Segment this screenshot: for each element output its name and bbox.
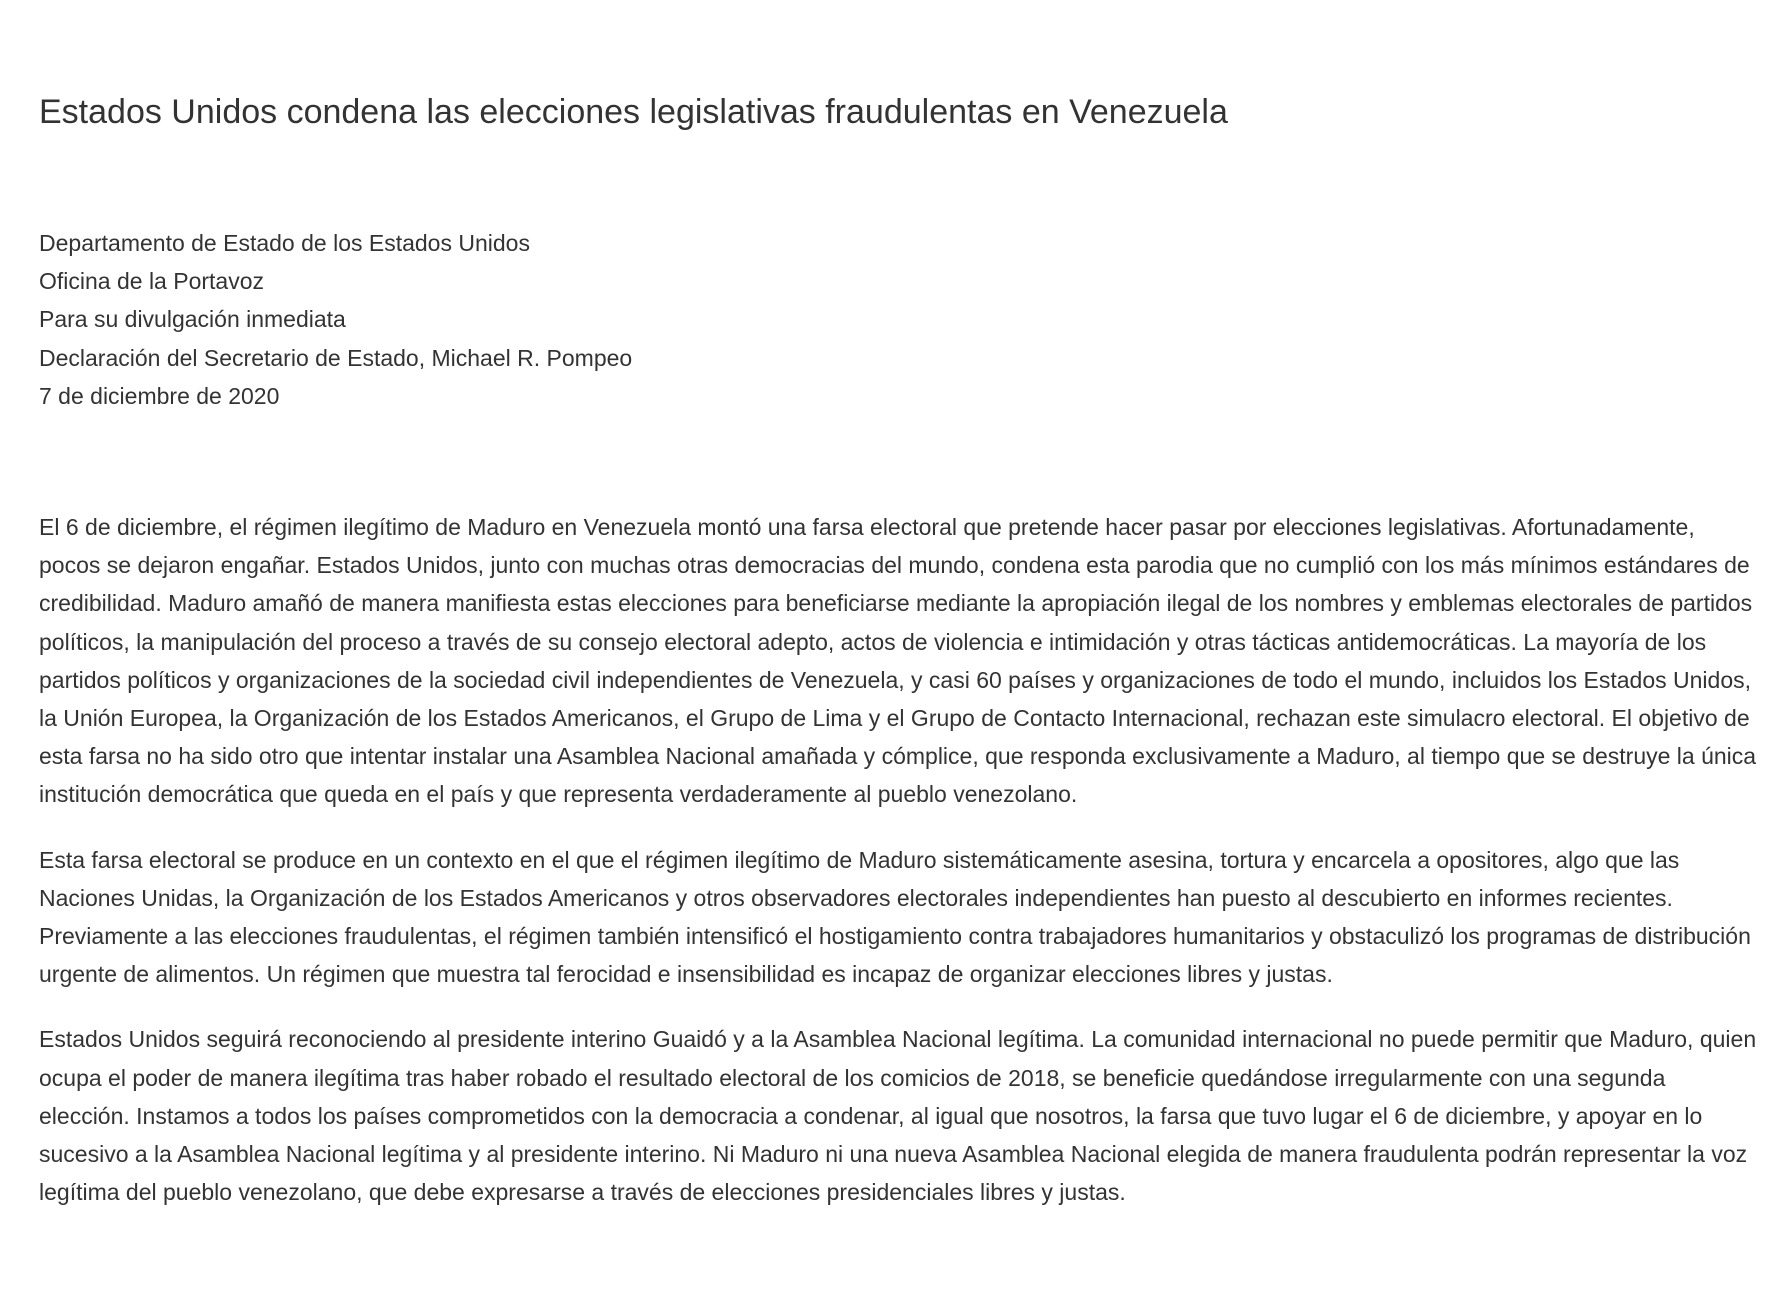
statement-byline: Declaración del Secretario de Estado, Michael R. Pompeo [39,344,633,371]
issuing-office: Oficina de la Portavoz [39,268,265,295]
release-date: 7 de diciembre de 2020 [39,382,280,409]
issuing-department: Departamento de Estado de los Estados Unidos [39,230,530,256]
article-title: Estados Unidos condena las elecciones legislativas fraudulentas en Venezuela [39,93,1228,131]
article-body [39,508,1759,1238]
body-paragraph: Estados Unidos seguirá reconociendo al presidente interino Guaidó y a la Asamblea Nacional legítima. La comunidad internacional no puede permitir que Maduro, quien ocupa el poder de manera ilegítima tras haber robado el resultado electoral de los comicios de 2018, se beneficie quedándose irregularmente con una segunda elección. Instamos a todos los países comprometidos con la democracia a condenar, al igual que nosotros, la farsa que tuvo lugar el 6 de diciembre, y apoyar en lo sucesivo a la Asamblea Nacional legítima y al presidente interino. Ni Maduro ni una nueva Asamblea Nacional elegida de manera fraudulenta podrán representar la voz legítima del pueblo venezolano, que debe expresarse a través de elecciones presidenciales libres y justas. [39,1026,1757,1206]
body-paragraph: El 6 de diciembre, el régimen ilegítimo de Maduro en Venezuela montó una farsa electoral que pretende hacer pasar por elecciones legislativas. Afortunadamente, pocos se dejaron engañar. Estados Unidos, junto con muchas otras democracias del mundo, condena esta parodia que no cumplió con los más mínimos estándares de credibilidad. Maduro amañó de manera manifiesta estas elecciones para beneficiarse mediante la apropiación ilegal de los nombres y emblemas electorales de partidos políticos, la manipulación del proceso a través de su consejo electoral adepto, actos de violencia e intimidación y otras tácticas antidemocráticas. La mayoría de los partidos políticos y organizaciones de la sociedad civil independientes de Venezuela, y casi 60 países y organizaciones de todo el mundo, incluidos los Estados Unidos, la Unión Europea, la Organización de los Estados Americanos, el Grupo de Lima y el Grupo de Contacto Internacional, rechazan este simulacro electoral. El objetivo de esta farsa no ha sido otro que intentar instalar una Asamblea Nacional amañada y cómplice, que responda exclusivamente a Maduro, al tiempo que se destruye la única institución democrática que queda en el país y que representa verdaderamente al pueblo venezolano. [39,514,1757,808]
body-paragraph: Esta farsa electoral se produce en un contexto en el que el régimen ilegítimo de Maduro sistemáticamente asesina, tortura y encarcela a opositores, algo que las Naciones Unidas, la Organización de los Estados Americanos y otros observadores electorales independientes han puesto al descubierto en informes recientes. Previamente a las elecciones fraudulentas, el régimen también intensificó el hostigamiento contra trabajadores humanitarios y obstaculizó los programas de distribución urgente de alimentos. Un régimen que muestra tal ferocidad e insensibilidad es incapaz de organizar elecciones libres y justas. [39,846,1751,988]
press-release-header [39,224,632,415]
release-notice: Para su divulgación inmediata [39,306,346,333]
